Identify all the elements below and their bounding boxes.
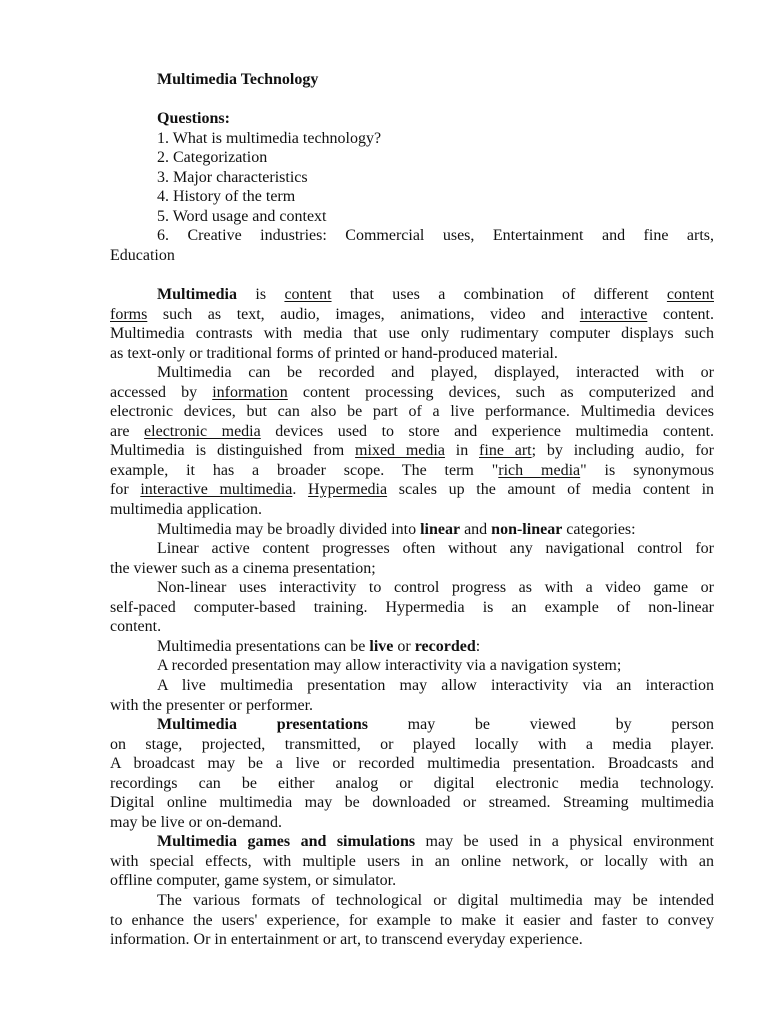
body-text bbox=[110, 285, 714, 950]
question-item: 4. History of the term bbox=[157, 188, 296, 206]
text-line bbox=[110, 324, 714, 344]
text-run: that uses a combination of different bbox=[331, 286, 667, 304]
blank-line bbox=[110, 90, 714, 110]
question-item: 6. Creative industries: Commercial uses, Entertainment and fine arts, bbox=[157, 227, 714, 245]
text-line bbox=[110, 305, 714, 325]
questions-heading: Questions: bbox=[157, 110, 230, 128]
text-run: Non-linear uses interactivity to control progress as with a video game or bbox=[157, 579, 714, 597]
text-line bbox=[110, 871, 714, 891]
bold-term: Multimedia games and simulations bbox=[157, 833, 416, 851]
paragraph bbox=[110, 832, 714, 891]
bold-term: Multimedia presentations bbox=[157, 716, 368, 734]
text-run: categories: bbox=[562, 520, 636, 538]
text-run: Multimedia contrasts with media that use only rudimentary computer displays such bbox=[110, 325, 714, 343]
text-line bbox=[110, 422, 714, 442]
hyperlink[interactable]: forms bbox=[110, 305, 148, 323]
bold-term: Multimedia bbox=[157, 286, 237, 304]
text-run: electronic devices, but can also be part of a live performance. Multimedia devices bbox=[110, 403, 714, 421]
text-run: example, it has a broader scope. The term " bbox=[110, 461, 499, 479]
text-run: content. bbox=[110, 618, 162, 636]
text-line bbox=[110, 637, 714, 657]
text-run: content processing devices, such as computerized and bbox=[287, 383, 714, 401]
text-run: Linear active content progresses often without any navigational control for bbox=[157, 540, 714, 558]
text-line bbox=[110, 793, 714, 813]
hyperlink[interactable]: interactive bbox=[579, 305, 648, 323]
text-run: Multimedia may be broadly divided into bbox=[157, 520, 421, 538]
text-run: scales up the amount of media content in bbox=[387, 481, 714, 499]
hyperlink[interactable]: rich media bbox=[498, 461, 581, 479]
text-line bbox=[110, 441, 714, 461]
hyperlink[interactable]: content bbox=[666, 286, 714, 304]
text-line bbox=[110, 911, 714, 931]
text-run: recordings can be either analog or digital electronic media technology. bbox=[110, 774, 714, 792]
text-run: information. Or in entertainment or art, to transcend everyday experience. bbox=[110, 931, 583, 949]
paragraph bbox=[110, 363, 714, 519]
text-run: may be viewed by person bbox=[367, 716, 714, 734]
text-run: A recorded presentation may allow interactivity via a navigation system; bbox=[157, 657, 622, 675]
text-line bbox=[110, 852, 714, 872]
text-line bbox=[110, 559, 714, 579]
question-item: 2. Categorization bbox=[157, 149, 268, 167]
text-line bbox=[110, 715, 714, 735]
text-line bbox=[110, 285, 714, 305]
text-run: " is synonymous bbox=[580, 461, 714, 479]
text-line bbox=[110, 500, 714, 520]
paragraph bbox=[110, 676, 714, 715]
hyperlink[interactable]: Hypermedia bbox=[308, 481, 388, 499]
hyperlink[interactable]: electronic media bbox=[144, 422, 261, 440]
text-run: are bbox=[110, 422, 145, 440]
text-line bbox=[110, 754, 714, 774]
text-run: offline computer, game system, or simulator. bbox=[110, 872, 397, 890]
paragraph bbox=[110, 578, 714, 637]
hyperlink[interactable]: mixed media bbox=[355, 442, 445, 460]
text-line bbox=[110, 735, 714, 755]
text-run: is bbox=[237, 286, 285, 304]
paragraph bbox=[110, 520, 714, 540]
document-title: Multimedia Technology bbox=[157, 71, 319, 88]
text-run: as text-only or traditional forms of printed or hand-produced material. bbox=[110, 344, 558, 362]
text-run: ; by including audio, for bbox=[531, 442, 714, 460]
text-line bbox=[110, 656, 714, 676]
text-run: self-paced computer-based training. Hypermedia is an example of non-linear bbox=[110, 598, 714, 616]
text-run: Multimedia can be recorded and played, displayed, interacted with or bbox=[157, 364, 714, 382]
bold-term: recorded bbox=[414, 637, 476, 655]
question-item-continuation: Education bbox=[110, 246, 175, 264]
text-run: devices used to store and experience multimedia content. bbox=[260, 422, 714, 440]
bold-term: non-linear bbox=[491, 520, 563, 538]
text-line bbox=[110, 891, 714, 911]
text-run: may be live or on-demand. bbox=[110, 813, 282, 831]
text-run: on stage, projected, transmitted, or played locally with a media player. bbox=[110, 735, 714, 753]
text-run: Multimedia presentations can be bbox=[157, 637, 370, 655]
text-run: Digital online multimedia may be downloaded or streamed. Streaming multimedia bbox=[110, 794, 714, 812]
hyperlink[interactable]: interactive multimedia bbox=[140, 481, 293, 499]
text-run: in bbox=[444, 442, 480, 460]
text-line bbox=[110, 696, 714, 716]
question-item: 3. Major characteristics bbox=[157, 168, 308, 186]
text-run: for bbox=[110, 481, 141, 499]
paragraph bbox=[110, 656, 714, 676]
text-line bbox=[110, 344, 714, 364]
text-run: with special effects, with multiple users in an online network, or locally with an bbox=[110, 852, 714, 870]
text-line bbox=[110, 676, 714, 696]
text-line bbox=[110, 402, 714, 422]
text-line bbox=[110, 539, 714, 559]
text-run: . bbox=[292, 481, 309, 499]
paragraph bbox=[110, 891, 714, 950]
text-line bbox=[110, 832, 714, 852]
hyperlink[interactable]: fine art bbox=[479, 442, 532, 460]
text-run: may be used in a physical environment bbox=[415, 833, 714, 851]
text-run: such as text, audio, images, animations, video and bbox=[147, 305, 580, 323]
hyperlink[interactable]: content bbox=[284, 286, 332, 304]
text-line bbox=[110, 930, 714, 950]
text-run: with the presenter or performer. bbox=[110, 696, 314, 714]
question-item: 1. What is multimedia technology? bbox=[157, 129, 382, 147]
blank-line bbox=[110, 265, 714, 285]
text-line bbox=[110, 813, 714, 833]
text-run: the viewer such as a cinema presentation; bbox=[110, 559, 376, 577]
paragraph bbox=[110, 637, 714, 657]
text-run: A live multimedia presentation may allow interactivity via an interaction bbox=[157, 676, 714, 694]
paragraph bbox=[110, 539, 714, 578]
paragraph bbox=[110, 285, 714, 363]
text-line bbox=[110, 383, 714, 403]
text-line bbox=[110, 774, 714, 794]
text-run: : bbox=[475, 637, 481, 655]
text-run: The various formats of technological or digital multimedia may be intended bbox=[157, 891, 714, 909]
questions-list bbox=[110, 129, 714, 266]
text-line bbox=[110, 520, 714, 540]
bold-term: live bbox=[369, 637, 394, 655]
text-line bbox=[110, 578, 714, 598]
text-run: and bbox=[460, 520, 492, 538]
bold-term: linear bbox=[420, 520, 461, 538]
text-line bbox=[110, 363, 714, 383]
question-item: 5. Word usage and context bbox=[157, 207, 327, 225]
text-run: content. bbox=[647, 305, 714, 323]
hyperlink[interactable]: information bbox=[212, 383, 288, 401]
text-run: A broadcast may be a live or recorded multimedia presentation. Broadcasts and bbox=[110, 755, 714, 773]
text-line bbox=[110, 598, 714, 618]
text-run: or bbox=[393, 637, 415, 655]
text-line bbox=[110, 480, 714, 500]
text-run: accessed by bbox=[110, 383, 213, 401]
text-line bbox=[110, 461, 714, 481]
document-page bbox=[110, 70, 714, 950]
text-line bbox=[110, 617, 714, 637]
text-run: to enhance the users' experience, for example to make it easier and faster to convey bbox=[110, 911, 714, 929]
paragraph bbox=[110, 715, 714, 832]
text-run: Multimedia is distinguished from bbox=[110, 442, 356, 460]
text-run: multimedia application. bbox=[110, 501, 262, 519]
